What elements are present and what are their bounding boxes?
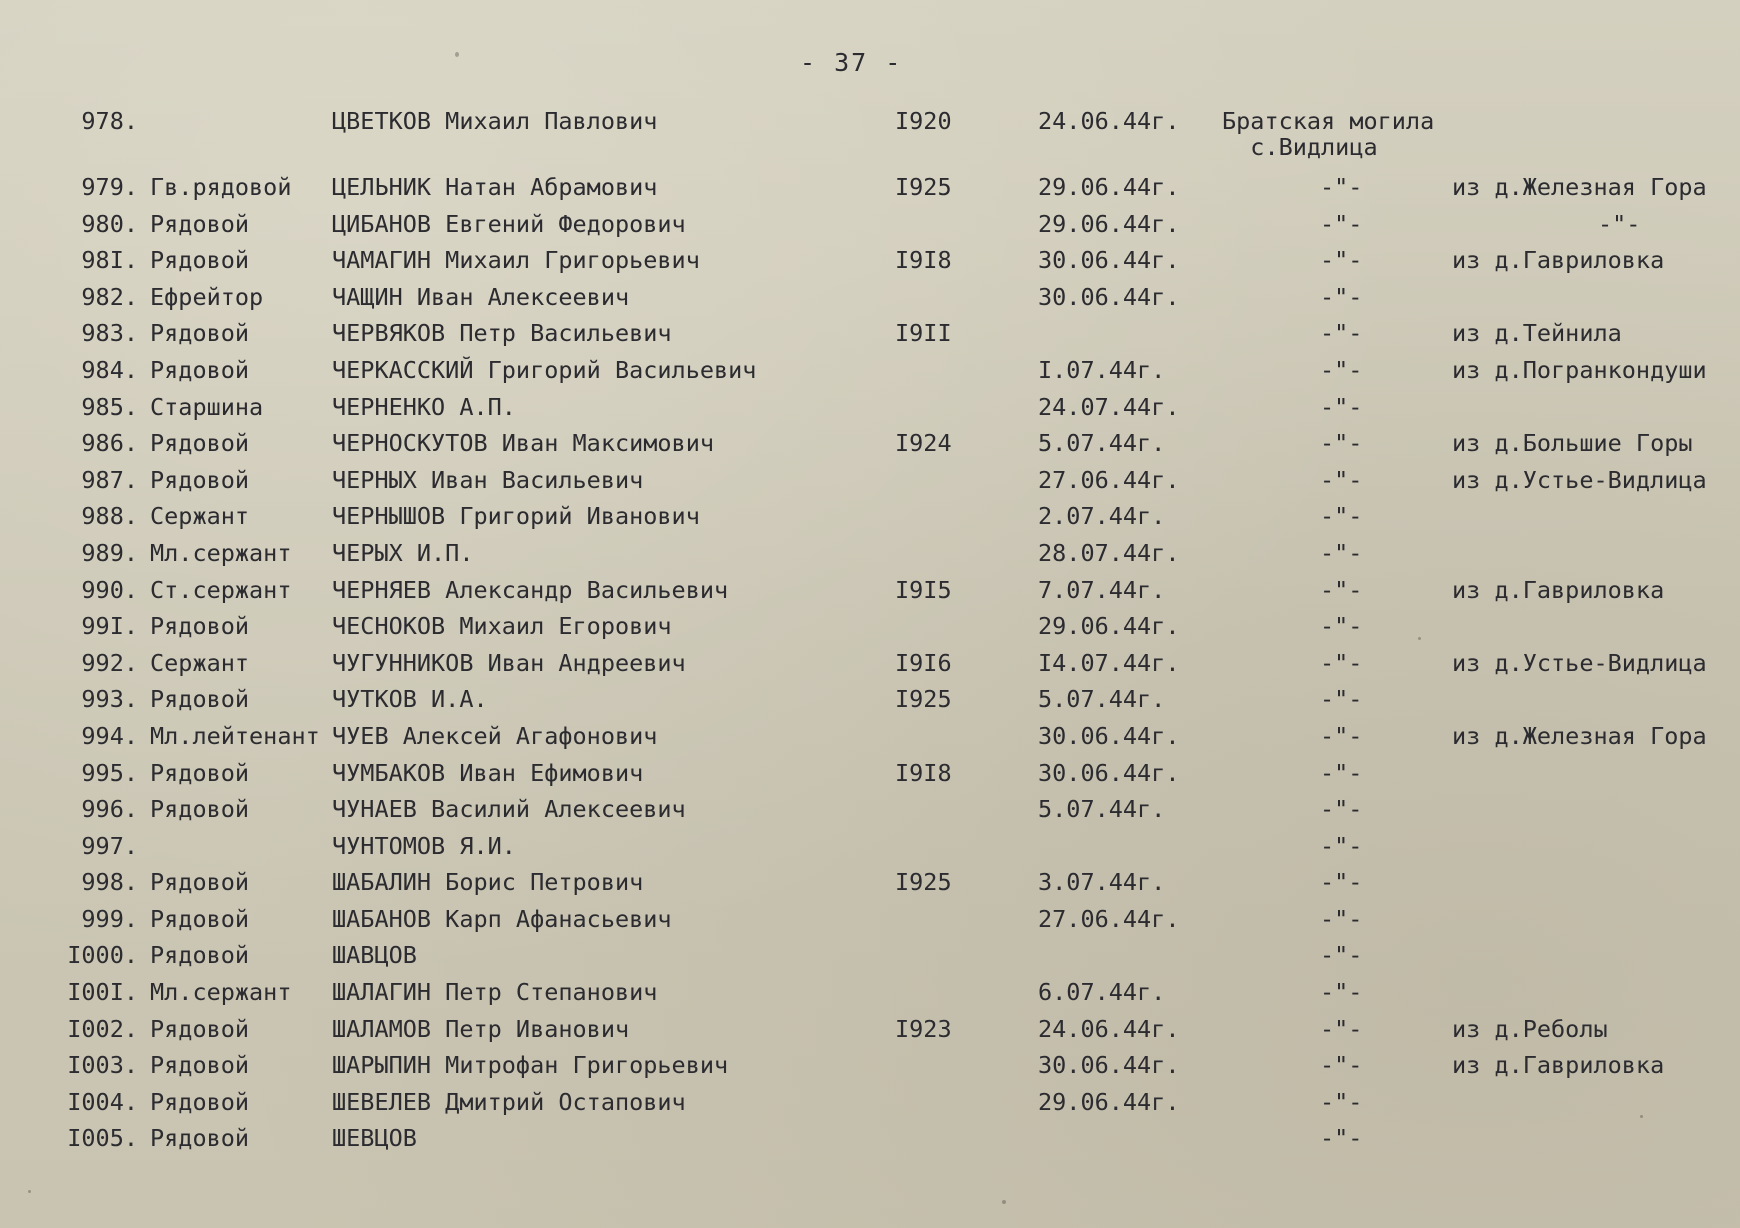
entry-reburied-from: -"- bbox=[1598, 209, 1641, 238]
entry-birth-year: I9I6 bbox=[895, 648, 952, 677]
entry-number: I000. bbox=[67, 941, 138, 970]
entry-death-date: 30.06.44г. bbox=[1038, 721, 1180, 750]
entry-birth-year: I925 bbox=[895, 685, 952, 714]
entry-number: 995. bbox=[81, 758, 138, 787]
entry-rank: Рядовой bbox=[150, 1087, 250, 1116]
entry-rank: Ефрейтор bbox=[150, 282, 264, 311]
list-row bbox=[0, 937, 1740, 974]
entry-burial-place: -"- bbox=[1320, 1087, 1363, 1116]
entry-reburied-from: из д.Реболы bbox=[1452, 1014, 1608, 1043]
entry-burial-place: -"- bbox=[1320, 538, 1363, 567]
list-row bbox=[0, 608, 1740, 645]
list-row bbox=[0, 828, 1740, 865]
entry-reburied-from: из д.Гавриловка bbox=[1452, 246, 1665, 275]
entry-death-date: 30.06.44г. bbox=[1038, 758, 1180, 787]
entry-number: 984. bbox=[81, 355, 138, 384]
entry-birth-year: I9I8 bbox=[895, 246, 952, 275]
entry-birth-year: I924 bbox=[895, 429, 952, 458]
entry-burial-place: -"- bbox=[1320, 173, 1363, 201]
entry-name: ШАЛАГИН Петр Степанович bbox=[332, 978, 658, 1007]
entry-rank: Рядовой bbox=[150, 246, 250, 275]
entry-rank: Рядовой bbox=[150, 1124, 250, 1153]
entry-birth-year: I923 bbox=[895, 1014, 952, 1043]
list-row bbox=[0, 791, 1740, 828]
entry-rank: Ст.сержант bbox=[150, 575, 292, 604]
entry-number: 978. bbox=[81, 107, 138, 135]
entry-number: 986. bbox=[81, 429, 138, 458]
entry-death-date: 5.07.44г. bbox=[1038, 429, 1166, 458]
entry-number: 996. bbox=[81, 795, 138, 824]
entry-death-date: 24.06.44г. bbox=[1038, 107, 1180, 135]
list-row bbox=[0, 755, 1740, 792]
entry-rank: Рядовой bbox=[150, 465, 250, 494]
entry-name: ШЕВЕЛЕВ Дмитрий Остапович bbox=[332, 1087, 686, 1116]
entry-rank: Рядовой bbox=[150, 904, 250, 933]
entry-rank: Рядовой bbox=[150, 319, 250, 348]
entry-birth-year: I9II bbox=[895, 319, 952, 348]
entry-burial-place: -"- bbox=[1320, 758, 1363, 787]
list-row bbox=[0, 572, 1740, 609]
entry-name: ЧЕРНЫШОВ Григорий Иванович bbox=[332, 502, 700, 531]
entry-death-date: 29.06.44г. bbox=[1038, 173, 1180, 201]
list-row bbox=[0, 681, 1740, 718]
entry-rank: Сержант bbox=[150, 502, 250, 531]
entry-name: ШЕВЦОВ bbox=[332, 1124, 417, 1153]
entry-number: 990. bbox=[81, 575, 138, 604]
entry-burial-place: -"- bbox=[1320, 575, 1363, 604]
entry-rank: Рядовой bbox=[150, 1014, 250, 1043]
entry-rank: Гв.рядовой bbox=[150, 173, 292, 201]
entry-burial-place: -"- bbox=[1320, 465, 1363, 494]
entry-burial-place: -"- bbox=[1320, 941, 1363, 970]
entry-name: ЧУЕВ Алексей Агафонович bbox=[332, 721, 658, 750]
entry-rank: Мл.сержант bbox=[150, 538, 292, 567]
list-row bbox=[0, 718, 1740, 755]
entry-burial-place: -"- bbox=[1320, 685, 1363, 714]
entry-reburied-from: из д.Железная Гора bbox=[1452, 173, 1707, 201]
entry-name: ЦВЕТКОВ Михаил Павлович bbox=[332, 107, 658, 135]
entry-name: ШАРЫПИН Митрофан Григорьевич bbox=[332, 1051, 729, 1080]
entry-death-date: 28.07.44г. bbox=[1038, 538, 1180, 567]
list-row bbox=[0, 169, 1740, 206]
entry-death-date: 27.06.44г. bbox=[1038, 465, 1180, 494]
list-row bbox=[0, 389, 1740, 426]
entry-death-date: 27.06.44г. bbox=[1038, 904, 1180, 933]
entry-burial-place: -"- bbox=[1320, 721, 1363, 750]
entry-death-date: 3.07.44г. bbox=[1038, 868, 1166, 897]
paper-speck bbox=[28, 1190, 31, 1193]
entry-number: 98I. bbox=[81, 246, 138, 275]
entry-number: 989. bbox=[81, 538, 138, 567]
entry-reburied-from: из д.Погранкондуши bbox=[1452, 355, 1707, 384]
entry-name: ЦЕЛЬНИК Натан Абрамович bbox=[332, 173, 658, 201]
entry-burial-place: -"- bbox=[1320, 502, 1363, 531]
entry-number: 99I. bbox=[81, 612, 138, 641]
list-row bbox=[0, 974, 1740, 1011]
entry-name: ШАЛАМОВ Петр Иванович bbox=[332, 1014, 630, 1043]
list-row bbox=[0, 535, 1740, 572]
entry-number: 993. bbox=[81, 685, 138, 714]
entry-birth-year: I925 bbox=[895, 173, 952, 201]
list-row bbox=[0, 498, 1740, 535]
entry-name: ЧЕРКАССКИЙ Григорий Васильевич bbox=[332, 355, 757, 384]
entry-burial-place: Братская могила с.Видлица bbox=[1222, 107, 1435, 161]
list-row bbox=[0, 645, 1740, 682]
entry-name: ЧЕРВЯКОВ Петр Васильевич bbox=[332, 319, 672, 348]
entry-number: 979. bbox=[81, 173, 138, 201]
entry-number: 994. bbox=[81, 721, 138, 750]
list-row bbox=[0, 462, 1740, 499]
entry-number: I002. bbox=[67, 1014, 138, 1043]
entry-name: ЧЕРНОСКУТОВ Иван Максимович bbox=[332, 429, 715, 458]
entry-burial-place: -"- bbox=[1320, 868, 1363, 897]
entry-death-date: 7.07.44г. bbox=[1038, 575, 1166, 604]
entry-number: I005. bbox=[67, 1124, 138, 1153]
entry-number: I004. bbox=[67, 1087, 138, 1116]
paper-speck bbox=[1640, 1115, 1643, 1118]
entry-name: ЧАМАГИН Михаил Григорьевич bbox=[332, 246, 700, 275]
entry-death-date: 6.07.44г. bbox=[1038, 978, 1166, 1007]
page-number: - 37 - bbox=[800, 48, 903, 77]
entry-burial-place: -"- bbox=[1320, 392, 1363, 421]
entry-rank: Рядовой bbox=[150, 685, 250, 714]
entry-number: I003. bbox=[67, 1051, 138, 1080]
paper-speck bbox=[1418, 637, 1421, 640]
burial-list bbox=[0, 103, 1740, 1157]
entry-name: ЧУГУННИКОВ Иван Андреевич bbox=[332, 648, 686, 677]
list-row bbox=[0, 242, 1740, 279]
entry-burial-place: -"- bbox=[1320, 1014, 1363, 1043]
entry-name: ЧЕРЫХ И.П. bbox=[332, 538, 474, 567]
entry-rank: Рядовой bbox=[150, 868, 250, 897]
entry-rank: Рядовой bbox=[150, 209, 250, 238]
entry-burial-place: -"- bbox=[1320, 978, 1363, 1007]
entry-name: ЧУМБАКОВ Иван Ефимович bbox=[332, 758, 644, 787]
entry-burial-place: -"- bbox=[1320, 648, 1363, 677]
entry-death-date: I4.07.44г. bbox=[1038, 648, 1180, 677]
entry-name: ЧУНАЕВ Василий Алексеевич bbox=[332, 795, 686, 824]
list-row bbox=[0, 1120, 1740, 1157]
entry-burial-place: -"- bbox=[1320, 795, 1363, 824]
entry-rank: Старшина bbox=[150, 392, 264, 421]
entry-death-date: 29.06.44г. bbox=[1038, 209, 1180, 238]
entry-number: 999. bbox=[81, 904, 138, 933]
entry-burial-place: -"- bbox=[1320, 246, 1363, 275]
entry-name: ЧЕРНЕНКО А.П. bbox=[332, 392, 516, 421]
entry-death-date: 29.06.44г. bbox=[1038, 612, 1180, 641]
entry-death-date: 5.07.44г. bbox=[1038, 685, 1166, 714]
entry-burial-place: -"- bbox=[1320, 209, 1363, 238]
entry-burial-place: -"- bbox=[1320, 1124, 1363, 1153]
list-row bbox=[0, 103, 1740, 169]
entry-birth-year: I925 bbox=[895, 868, 952, 897]
list-row bbox=[0, 315, 1740, 352]
entry-number: 983. bbox=[81, 319, 138, 348]
entry-name: ЧЕРНЯЕВ Александр Васильевич bbox=[332, 575, 729, 604]
entry-name: ЧЕРНЫХ Иван Васильевич bbox=[332, 465, 644, 494]
entry-burial-place: -"- bbox=[1320, 831, 1363, 860]
entry-death-date: 30.06.44г. bbox=[1038, 246, 1180, 275]
entry-rank: Мл.сержант bbox=[150, 978, 292, 1007]
entry-rank: Рядовой bbox=[150, 795, 250, 824]
entry-rank: Рядовой bbox=[150, 941, 250, 970]
list-row bbox=[0, 206, 1740, 243]
list-row bbox=[0, 279, 1740, 316]
entry-reburied-from: из д.Устье-Видлица bbox=[1452, 648, 1707, 677]
entry-number: 980. bbox=[81, 209, 138, 238]
entry-number: 987. bbox=[81, 465, 138, 494]
entry-burial-place: -"- bbox=[1320, 282, 1363, 311]
entry-reburied-from: из д.Железная Гора bbox=[1452, 721, 1707, 750]
list-row bbox=[0, 1047, 1740, 1084]
paper-speck bbox=[455, 52, 459, 57]
entry-name: ЧУТКОВ И.А. bbox=[332, 685, 488, 714]
entry-death-date: 29.06.44г. bbox=[1038, 1087, 1180, 1116]
entry-rank: Сержант bbox=[150, 648, 250, 677]
entry-burial-place: -"- bbox=[1320, 612, 1363, 641]
entry-number: 985. bbox=[81, 392, 138, 421]
entry-rank: Рядовой bbox=[150, 429, 250, 458]
entry-death-date: 2.07.44г. bbox=[1038, 502, 1166, 531]
entry-name: ЧЕСНОКОВ Михаил Егорович bbox=[332, 612, 672, 641]
entry-name: ШАВЦОВ bbox=[332, 941, 417, 970]
entry-rank: Мл.лейтенант bbox=[150, 721, 320, 750]
entry-reburied-from: из д.Гавриловка bbox=[1452, 575, 1665, 604]
list-row bbox=[0, 864, 1740, 901]
list-row bbox=[0, 1084, 1740, 1121]
entry-burial-place: -"- bbox=[1320, 355, 1363, 384]
entry-burial-place: -"- bbox=[1320, 319, 1363, 348]
list-row bbox=[0, 425, 1740, 462]
entry-name: ШАБАНОВ Карп Афанасьевич bbox=[332, 904, 672, 933]
entry-death-date: 30.06.44г. bbox=[1038, 1051, 1180, 1080]
entry-death-date: I.07.44г. bbox=[1038, 355, 1166, 384]
entry-number: 992. bbox=[81, 648, 138, 677]
entry-death-date: 24.07.44г. bbox=[1038, 392, 1180, 421]
entry-birth-year: I9I5 bbox=[895, 575, 952, 604]
entry-death-date: 24.06.44г. bbox=[1038, 1014, 1180, 1043]
entry-burial-place: -"- bbox=[1320, 904, 1363, 933]
entry-number: 988. bbox=[81, 502, 138, 531]
entry-number: 998. bbox=[81, 868, 138, 897]
entry-name: ЦИБАНОВ Евгений Федорович bbox=[332, 209, 686, 238]
entry-rank: Рядовой bbox=[150, 758, 250, 787]
entry-rank: Рядовой bbox=[150, 1051, 250, 1080]
list-row bbox=[0, 1011, 1740, 1048]
entry-rank: Рядовой bbox=[150, 612, 250, 641]
entry-death-date: 5.07.44г. bbox=[1038, 795, 1166, 824]
entry-birth-year: I920 bbox=[895, 107, 952, 135]
entry-birth-year: I9I8 bbox=[895, 758, 952, 787]
paper-speck bbox=[1002, 1200, 1006, 1204]
entry-reburied-from: из д.Тейнила bbox=[1452, 319, 1622, 348]
entry-reburied-from: из д.Гавриловка bbox=[1452, 1051, 1665, 1080]
entry-reburied-from: из д.Устье-Видлица bbox=[1452, 465, 1707, 494]
entry-burial-place: -"- bbox=[1320, 1051, 1363, 1080]
list-row bbox=[0, 352, 1740, 389]
entry-name: ЧУНТОМОВ Я.И. bbox=[332, 831, 516, 860]
entry-number: 997. bbox=[81, 831, 138, 860]
list-row bbox=[0, 901, 1740, 938]
entry-rank: Рядовой bbox=[150, 355, 250, 384]
entry-name: ШАБАЛИН Борис Петрович bbox=[332, 868, 644, 897]
entry-name: ЧАЩИН Иван Алексеевич bbox=[332, 282, 630, 311]
entry-burial-place: -"- bbox=[1320, 429, 1363, 458]
entry-reburied-from: из д.Большие Горы bbox=[1452, 429, 1693, 458]
entry-number: 982. bbox=[81, 282, 138, 311]
entry-death-date: 30.06.44г. bbox=[1038, 282, 1180, 311]
entry-number: I00I. bbox=[67, 978, 138, 1007]
